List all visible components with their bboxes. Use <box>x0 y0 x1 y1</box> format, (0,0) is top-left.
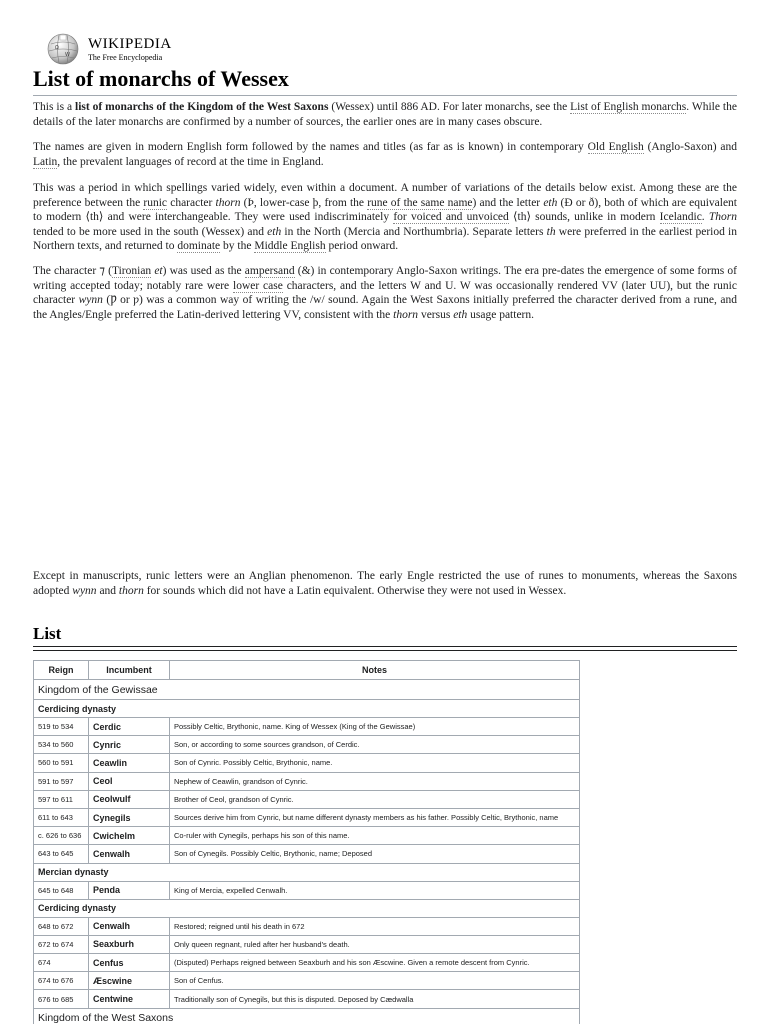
italic-text: th <box>546 225 556 238</box>
italic-text: eth <box>543 196 558 209</box>
text: , the prevalent languages of record at the time in England. <box>57 155 324 168</box>
notes-cell: Son of Cynegils. Possibly Celtic, Brythonic, name; Deposed <box>170 845 580 863</box>
incumbent-link[interactable]: Æscwine <box>89 972 170 990</box>
text: (Þ, lower-case þ, from the <box>240 196 368 209</box>
ampersand-paragraph <box>33 264 737 322</box>
italic-text: et <box>151 265 163 277</box>
intro-paragraph <box>33 100 737 129</box>
text: (Ƿ or ƿ) was a common way of writing the /w/ sound. Again the West Saxons initially preferred the character derived from a rune, and the Angles/Engle preferred the Latin-derived lettering VV, consistent with the <box>33 294 737 321</box>
incumbent-link[interactable]: Centwine <box>89 990 170 1008</box>
link-middle-english[interactable]: Middle English <box>254 240 326 253</box>
link-voiced-and-unvoiced[interactable]: for voiced and unvoiced <box>393 211 509 224</box>
reign-cell: 560 to 591 <box>34 754 89 772</box>
incumbent-link[interactable]: Ceawlin <box>89 754 170 772</box>
notes-cell: Restored; reigned until his death in 672 <box>170 917 580 935</box>
incumbent-link[interactable]: Penda <box>89 881 170 899</box>
reign-cell: 645 to 648 <box>34 881 89 899</box>
text: ) was used as the <box>162 265 245 277</box>
italic-text: eth <box>453 308 468 321</box>
incumbent-link[interactable]: Cynric <box>89 736 170 754</box>
notes-cell: Traditionally son of Cynegils, but this is disputed. Deposed by Cædwalla <box>170 990 580 1008</box>
text: character <box>167 196 216 209</box>
table-row <box>34 772 580 790</box>
text: This was a period in which spellings varied widely, even within a document. A number of variations of the details below exist. Among these are the preference between the <box>33 182 737 209</box>
spelling-paragraph <box>33 181 737 254</box>
svg-text:W: W <box>65 52 70 58</box>
table-row <box>34 972 580 990</box>
incumbent-link[interactable]: Ceolwulf <box>89 790 170 808</box>
column-header-notes[interactable]: Notes <box>170 661 580 680</box>
column-header-incumbent[interactable]: Incumbent <box>89 661 170 680</box>
notes-cell: Only queen regnant, ruled after her husband's death. <box>170 935 580 953</box>
text: Except in manuscripts, runic letters were an Anglian phenomenon. The early Engle restricted the use of runes to monuments, whereas the Saxons adopted <box>33 570 737 597</box>
table-row <box>34 827 580 845</box>
italic-text: wynn <box>72 584 97 597</box>
text: for sounds which did not have a Latin equivalent. Otherwise they were not used in Wessex. <box>143 584 567 597</box>
wikipedia-tagline: The Free Encyclopedia <box>88 53 163 62</box>
reign-cell: 534 to 560 <box>34 736 89 754</box>
puzzle-globe-icon <box>46 32 80 66</box>
text: . <box>701 211 709 224</box>
italic-text: eth <box>267 225 282 238</box>
reign-cell: 597 to 611 <box>34 790 89 808</box>
link-ampersand[interactable]: ampersand <box>244 265 295 277</box>
reign-cell: 519 to 534 <box>34 718 89 736</box>
link-dominate[interactable]: dominate <box>177 240 221 253</box>
incumbent-link[interactable]: Cerdic <box>89 718 170 736</box>
text: . While the details of the later monarchs are confirmed by a number of sources, the earlier ones are in many cases obscure. <box>33 101 737 128</box>
dynasty-header-row <box>34 700 580 718</box>
text: (&) in contemporary Anglo-Saxon writings. The era pre-dates the emergence of some forms of writing accepted today; notably rare were <box>33 265 737 292</box>
table-row <box>34 736 580 754</box>
reign-cell: 643 to 645 <box>34 845 89 863</box>
link-runic[interactable]: runic <box>143 196 168 209</box>
text: and <box>96 584 119 597</box>
italic-text: wynn <box>78 294 103 307</box>
title-divider <box>33 95 737 96</box>
table-header-row <box>34 661 580 680</box>
table-row <box>34 790 580 808</box>
kingdom-label: Kingdom of the Gewissae <box>34 680 580 700</box>
dynasty-label: Cerdicing dynasty <box>34 899 580 917</box>
reign-cell: c. 626 to 636 <box>34 827 89 845</box>
text: This is a <box>33 101 76 113</box>
text: period onward. <box>325 240 399 253</box>
link-lower-case[interactable]: lower case <box>233 279 283 292</box>
table-row <box>34 935 580 953</box>
notes-cell: Brother of Ceol, grandson of Cynric. <box>170 790 580 808</box>
notes-cell: Son of Cynric. Possibly Celtic, Brythonic, name. <box>170 754 580 772</box>
link-icelandic[interactable]: Icelandic <box>659 211 702 224</box>
notes-cell: King of Mercia, expelled Cenwalh. <box>170 881 580 899</box>
dynasty-header-row <box>34 899 580 917</box>
incumbent-link[interactable]: Seaxburh <box>89 935 170 953</box>
dynasty-label: Cerdicing dynasty <box>34 700 580 718</box>
reign-cell: 674 <box>34 954 89 972</box>
incumbent-link[interactable]: Cenwalh <box>89 845 170 863</box>
table-row <box>34 808 580 826</box>
incumbent-link[interactable]: Ceol <box>89 772 170 790</box>
notes-cell: Nephew of Ceawlin, grandson of Cynric. <box>170 772 580 790</box>
text: (Wessex) until 886 AD. For later monarchs, see the <box>328 101 571 113</box>
italic-text: thorn <box>118 584 144 597</box>
text: characters, and the letters W and U. W was occasionally rendered VV (later UU), but the runic character <box>33 279 737 307</box>
section-divider <box>33 646 737 647</box>
notes-cell: Son, or according to some sources grandson, of Cerdic. <box>170 736 580 754</box>
text: (Ð or ð), both of which are equivalent to modern ⟨th⟩ and were interchangeable. They were used indiscriminately <box>33 196 738 224</box>
runes-paragraph <box>33 569 737 598</box>
text: by the <box>220 240 255 253</box>
table-row <box>34 954 580 972</box>
notes-cell: Son of Cenfus. <box>170 972 580 990</box>
incumbent-link[interactable]: Cwichelm <box>89 827 170 845</box>
incumbent-link[interactable]: Cynegils <box>89 808 170 826</box>
table-body <box>34 680 580 1024</box>
reign-cell: 591 to 597 <box>34 772 89 790</box>
link-rune-of-the-same-name[interactable]: rune of the same name <box>367 196 473 209</box>
link-tironian[interactable]: Tironian <box>111 265 152 277</box>
italic-text: thorn <box>393 308 419 321</box>
incumbent-link[interactable]: Cenfus <box>89 954 170 972</box>
notes-cell: Possibly Celtic, Brythonic, name. King of Wessex (King of the Gewissae) <box>170 718 580 736</box>
text: The names are given in modern English form followed by the names and titles (as far as is known) in contemporary <box>33 141 588 153</box>
italic-text: Thorn <box>708 211 738 224</box>
table-row <box>34 917 580 935</box>
text: The character ⁊ ( <box>33 265 112 277</box>
text: tended to be more used in the south (Wessex) and <box>33 225 268 238</box>
section-divider <box>33 650 737 651</box>
section-heading-list: List <box>33 624 62 643</box>
kingdom-header-row <box>34 1008 580 1024</box>
notes-cell: (Disputed) Perhaps reigned between Seaxburh and his son Æscwine. Given a remote descent from Cynric. <box>170 954 580 972</box>
kingdom-header-row <box>34 680 580 700</box>
names-paragraph <box>33 140 737 169</box>
link-old-english[interactable]: Old English <box>587 141 644 153</box>
text: were preferred in the earliest period in Northern texts, and returned to <box>33 225 737 253</box>
kingdom-label: Kingdom of the West Saxons <box>34 1008 580 1024</box>
link-list-of-english-monarchs[interactable]: List of English monarchs <box>570 101 687 113</box>
dynasty-label: Mercian dynasty <box>34 863 580 881</box>
page-title: List of monarchs of Wessex <box>33 66 289 91</box>
table-row <box>34 718 580 736</box>
svg-text:Ω: Ω <box>55 45 59 51</box>
wikipedia-wordmark: WIKIPEDIA <box>88 36 172 52</box>
column-header-reign[interactable]: Reign <box>34 661 89 680</box>
reign-cell: 648 to 672 <box>34 917 89 935</box>
bold-text: list of monarchs of the Kingdom of the West Saxons <box>75 101 329 113</box>
notes-cell: Co-ruler with Cynegils, perhaps his son of this name. <box>170 827 580 845</box>
incumbent-link[interactable]: Cenwalh <box>89 917 170 935</box>
dynasty-header-row <box>34 863 580 881</box>
reign-cell: 672 to 674 <box>34 935 89 953</box>
reign-cell: 611 to 643 <box>34 808 89 826</box>
text: versus <box>418 308 454 321</box>
link-latin[interactable]: Latin <box>33 155 58 168</box>
text: (Anglo-Saxon) and <box>643 141 737 153</box>
table-row <box>34 990 580 1008</box>
table-row <box>34 845 580 863</box>
table-row <box>34 881 580 899</box>
monarchs-table <box>33 660 580 1024</box>
table-row <box>34 754 580 772</box>
notes-cell: Sources derive him from Cynric, but name different dynasty members as his father. Possibly Celtic, Brythonic, name <box>170 808 580 826</box>
text: usage pattern. <box>467 308 535 321</box>
text: in the North (Mercia and Northumbria). Separate letters <box>281 225 547 238</box>
reign-cell: 674 to 676 <box>34 972 89 990</box>
text: ) and the letter <box>472 196 544 209</box>
italic-text: thorn <box>215 196 241 209</box>
reign-cell: 676 to 685 <box>34 990 89 1008</box>
wikipedia-logo[interactable] <box>46 32 186 64</box>
text: ⟨th⟩ sounds, unlike in modern <box>508 211 660 224</box>
